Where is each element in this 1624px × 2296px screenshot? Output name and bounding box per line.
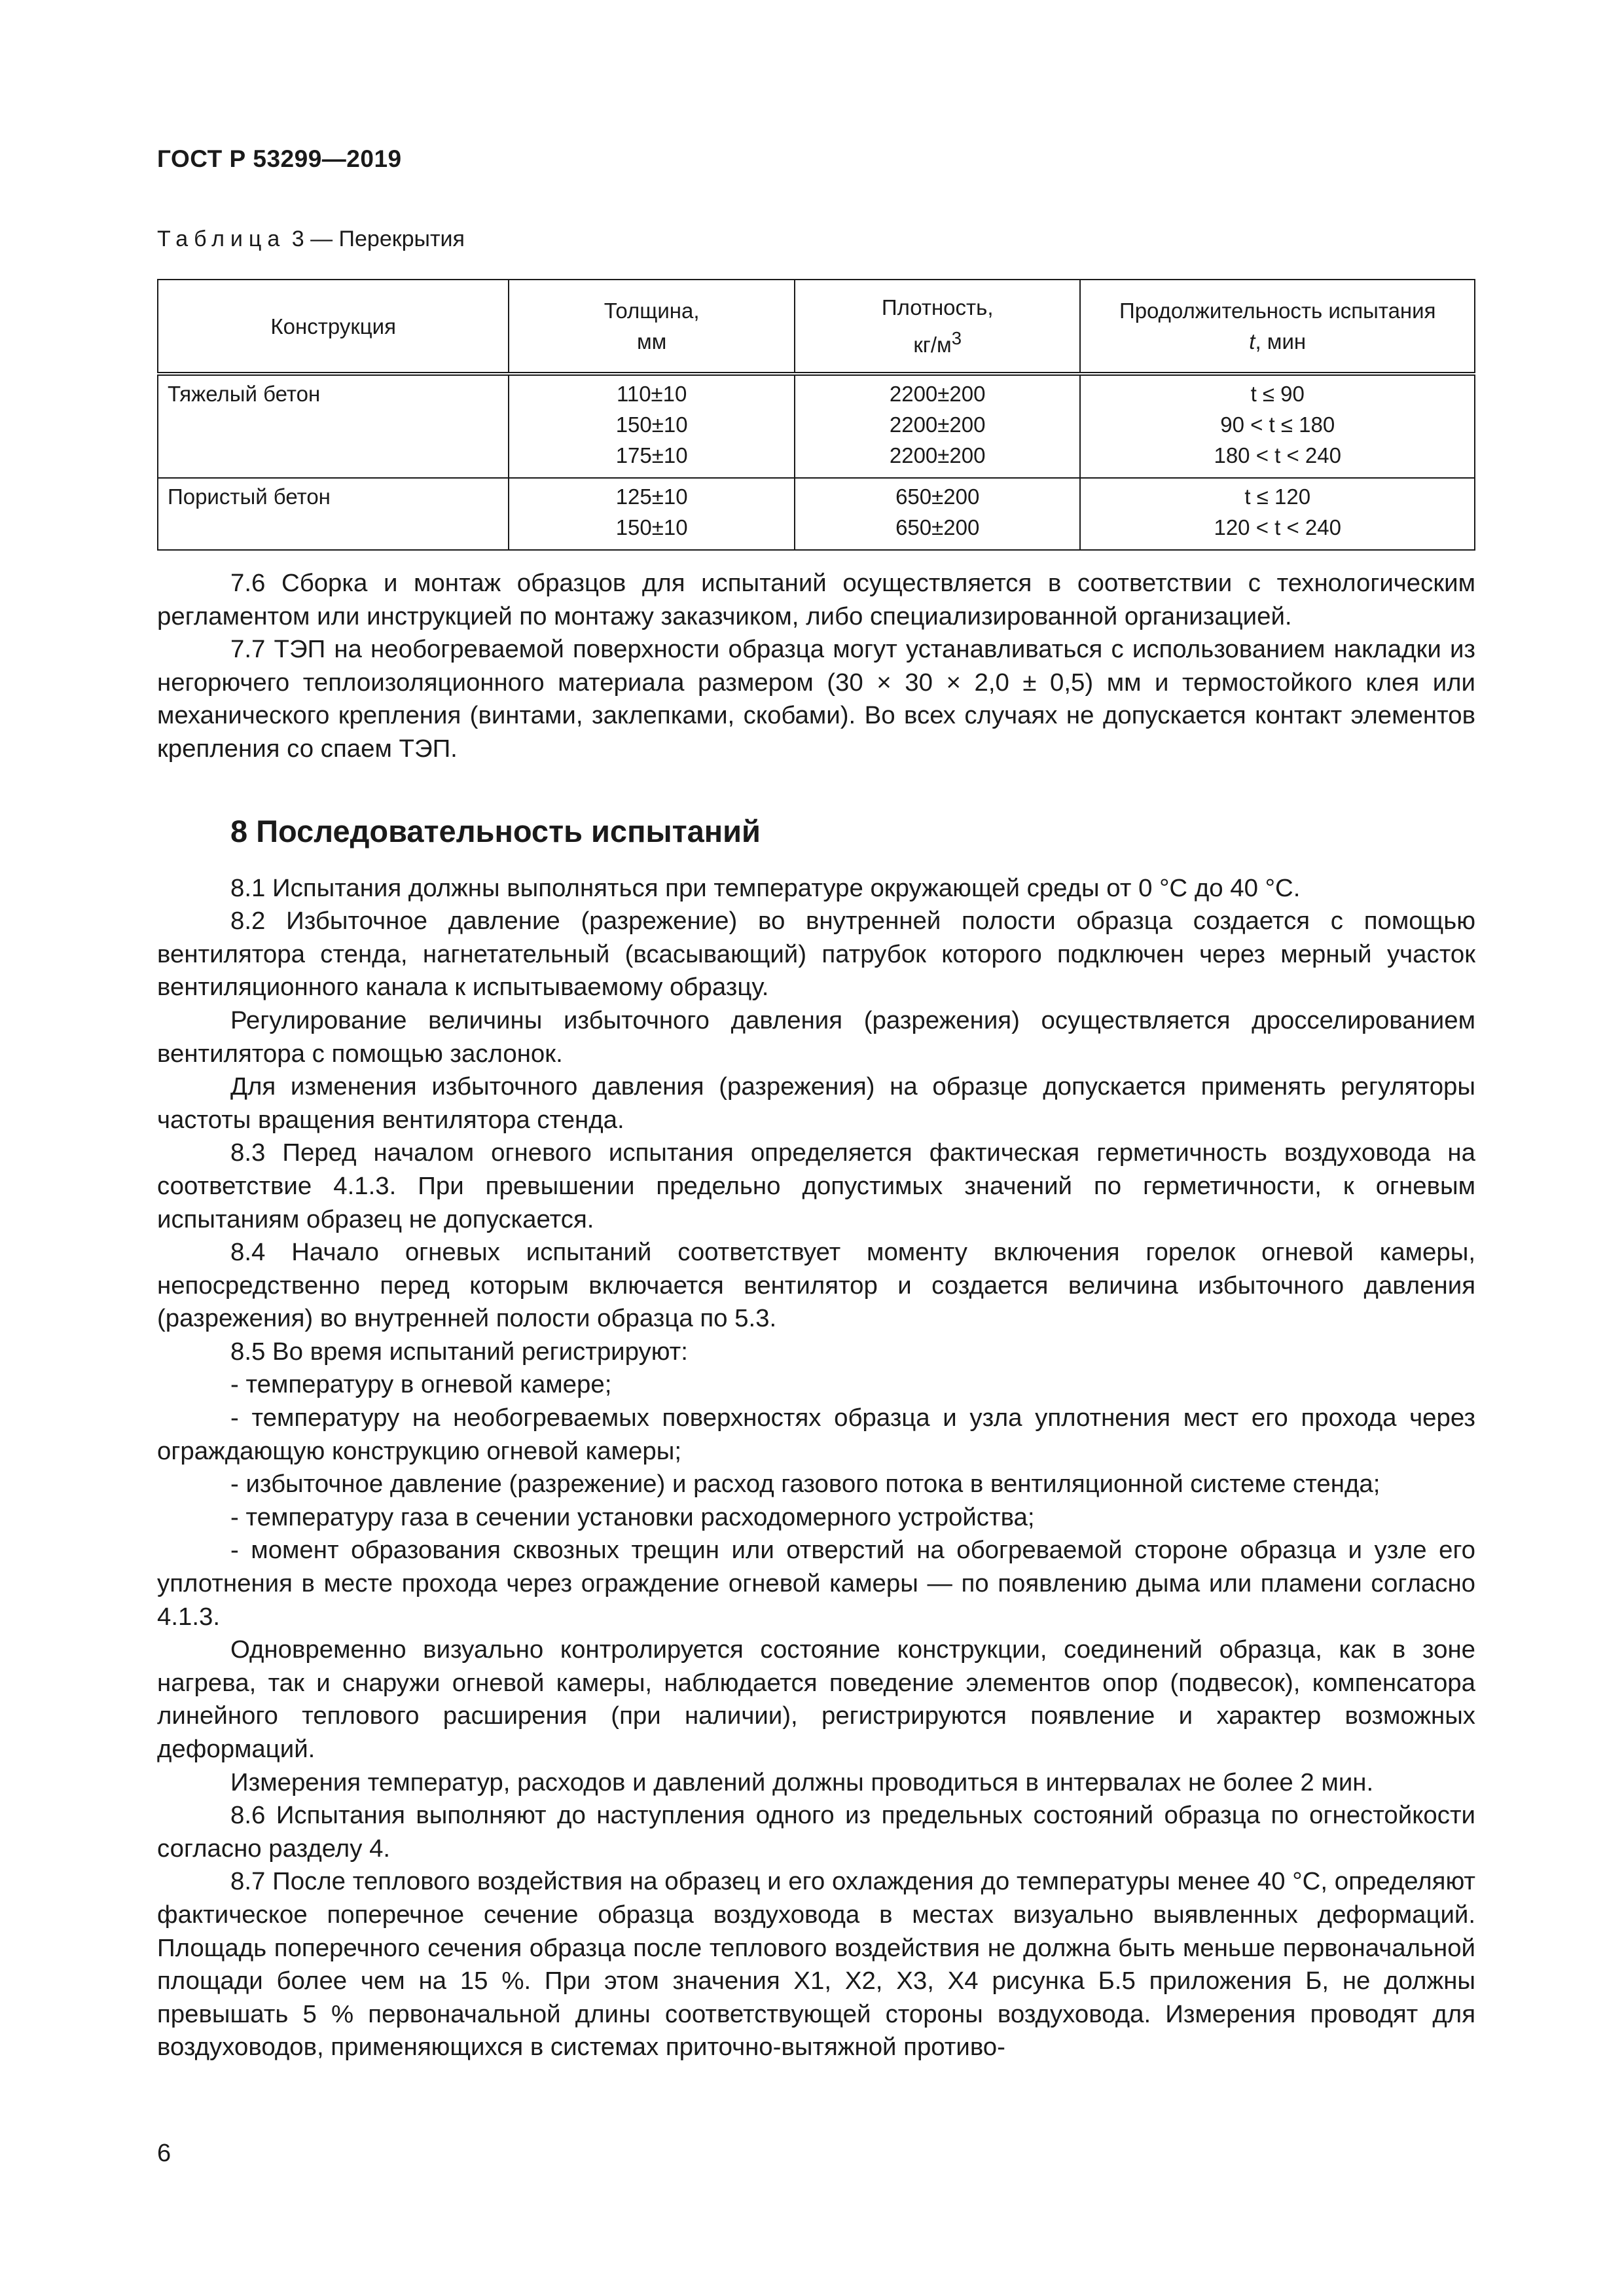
- cell-density: [795, 478, 1081, 550]
- cell-construction-text: Тяжелый бетон: [168, 382, 321, 406]
- cell-duration: [1080, 478, 1475, 550]
- header-density-line2-wrap: [804, 323, 1071, 360]
- section-8-title: 8 Последовательность испытаний: [230, 813, 761, 848]
- cell-value: 2200±200: [889, 412, 986, 437]
- header-thickness-line2: мм: [636, 329, 667, 354]
- cell-thickness: [509, 374, 795, 478]
- header-duration-line1: Продолжительность испытания: [1119, 299, 1436, 323]
- table-row: [158, 478, 1475, 550]
- table-caption: [157, 227, 465, 252]
- cell-construction: [158, 374, 509, 478]
- list-item: - температуру на необогреваемых поверхностях образца и узла уплотнения мест его прохода через ограждающую конструкцию огневой камеры;: [157, 1404, 1475, 1465]
- table-floors: [157, 279, 1475, 551]
- list-item: - избыточное давление (разрежение) и расход газового потока в вентиляционной системе стенда;: [230, 1470, 1380, 1499]
- cell-value: 180 < t < 240: [1214, 443, 1341, 467]
- paragraph-8-7: 8.7 После теплового воздействия на образец и его охлаждения до температуры менее 40 °С, определяют фактическое поперечное сечение образца воздуховода в местах визуально выявленных деформаций. Площадь поперечного сечения образца после теплового воздействия не должна быть меньше первоначальной площади более чем на 15 %. При этом значения X1, X2, X3, X4 рисунка Б.5 приложения Б, не должны превышать 5 % первоначальной длины соответствующей стороны воздуховода. Измерения проводят для воздуховодов, применяющихся в системах приточно-вытяжной противо-: [157, 1867, 1475, 2062]
- list-item: - температуру в огневой камере;: [230, 1370, 612, 1399]
- body-text: [157, 567, 1475, 2064]
- cell-construction: [158, 478, 509, 550]
- header-construction: [158, 280, 509, 374]
- paragraph-8-5-visual-control: Одновременно визуально контролируется состояние конструкции, соединений образца, как в зоне нагрева, так и снаружи огневой камеры, наблюдается поведение элементов опор (подвесок), компенсатора линейного теплового расширения (при наличии), регистрируются появление и характер возможных деформаций.: [157, 1635, 1475, 1763]
- table-row: [158, 374, 1475, 478]
- paragraph-8-2-frequency: Для изменения избыточного давления (разрежения) на образце допускается применять регуляторы частоты вращения вентилятора стенда.: [157, 1072, 1475, 1134]
- cell-value: 150±10: [615, 515, 688, 539]
- cell-value: 150±10: [615, 412, 688, 437]
- paragraph-8-1: 8.1 Испытания должны выполняться при температуре окружающей среды от 0 °С до 40 °С.: [230, 873, 1301, 902]
- paragraph-7-6: 7.6 Сборка и монтаж образцов для испытаний осуществляется в соответствии с технологическим регламентом или инструкцией по монтажу заказчиком, либо специализированной организацией.: [157, 569, 1475, 630]
- cell-value: 2200±200: [889, 443, 986, 467]
- cell-value: 110±10: [616, 382, 687, 406]
- paragraph-8-2-regulation: Регулирование величины избыточного давления (разрежения) осуществляется дросселированием вентилятора с помощью заслонок.: [157, 1006, 1475, 1068]
- header-density-unit: кг/м: [913, 333, 952, 357]
- table-header-row: [158, 280, 1475, 374]
- cell-value: 120 < t < 240: [1214, 515, 1341, 539]
- list-item: - момент образования сквозных трещин или отверстий на обогреваемой стороне образца и узле его уплотнения в месте прохода через ограждение огневой камеры — по появлению дыма или пламени согласно 4.1.3.: [157, 1536, 1475, 1631]
- header-duration-line2: [1090, 326, 1465, 357]
- cell-value: 650±200: [895, 515, 980, 539]
- cell-value: 175±10: [615, 443, 688, 467]
- header-thickness-line1: Толщина,: [604, 299, 700, 323]
- cell-value: t ≤ 120: [1244, 484, 1311, 509]
- header-thickness: [509, 280, 795, 374]
- table-caption-label: Таблица: [157, 227, 286, 251]
- header-density-sup: 3: [951, 328, 962, 348]
- paragraph-7-7: 7.7 ТЭП на необогреваемой поверхности образца могут устанавливаться с использованием накладки из негорючего теплоизоляционного материала размером (30 × 30 × 2,0 ± 0,5) мм и термостойкого клея или механического крепления (винтами, заклепками, скобами). Во всех случаях не допускается контакт элементов крепления со спаем ТЭП.: [157, 635, 1475, 763]
- paragraph-8-2: 8.2 Избыточное давление (разрежение) во внутренней полости образца создается с помощью вентилятора стенда, нагнетательный (всасывающий) патрубок которого подключен через мерный участок вентиляционного канала к испытываемому образцу.: [157, 907, 1475, 1002]
- table-caption-title: 3 — Перекрытия: [285, 227, 465, 251]
- cell-construction-text: Пористый бетон: [168, 484, 331, 509]
- paragraph-8-3: 8.3 Перед началом огневого испытания определяется фактическая герметичность воздуховода на соответствие 4.1.3. При превышении предельно допустимых значений по герметичности, к огневым испытаниям образец не допускается.: [157, 1139, 1475, 1233]
- cell-duration: [1080, 374, 1475, 478]
- paragraph-8-4: 8.4 Начало огневых испытаний соответствует моменту включения горелок огневой камеры, непосредственно перед которым включается вентилятор и создается величина избыточного давления (разрежения) во внутренней полости образца по 5.3.: [157, 1238, 1475, 1333]
- header-density: [795, 280, 1081, 374]
- cell-value: 125±10: [615, 484, 688, 509]
- cell-value: 2200±200: [889, 382, 986, 406]
- paragraph-8-5-measurements: Измерения температур, расходов и давлений должны проводиться в интервалах не более 2 мин.: [230, 1768, 1374, 1796]
- header-construction-label: Конструкция: [270, 314, 396, 338]
- cell-value: 650±200: [895, 484, 980, 509]
- page-number: 6: [157, 2140, 171, 2167]
- paragraph-8-6: 8.6 Испытания выполняют до наступления одного из предельных состояний образца по огнестойкости согласно разделу 4.: [157, 1801, 1475, 1863]
- header-duration-var: t: [1249, 329, 1255, 354]
- cell-value: 90 < t ≤ 180: [1220, 412, 1335, 437]
- header-duration: [1080, 280, 1475, 374]
- cell-density: [795, 374, 1081, 478]
- document-header-code: ГОСТ Р 53299—2019: [157, 145, 402, 172]
- cell-value: t ≤ 90: [1250, 382, 1305, 406]
- list-item: - температуру газа в сечении установки расходомерного устройства;: [230, 1503, 1035, 1531]
- paragraph-8-5: 8.5 Во время испытаний регистрируют:: [230, 1337, 688, 1366]
- cell-thickness: [509, 478, 795, 550]
- header-density-line1: Плотность,: [881, 295, 994, 319]
- header-duration-unit: , мин: [1255, 329, 1307, 354]
